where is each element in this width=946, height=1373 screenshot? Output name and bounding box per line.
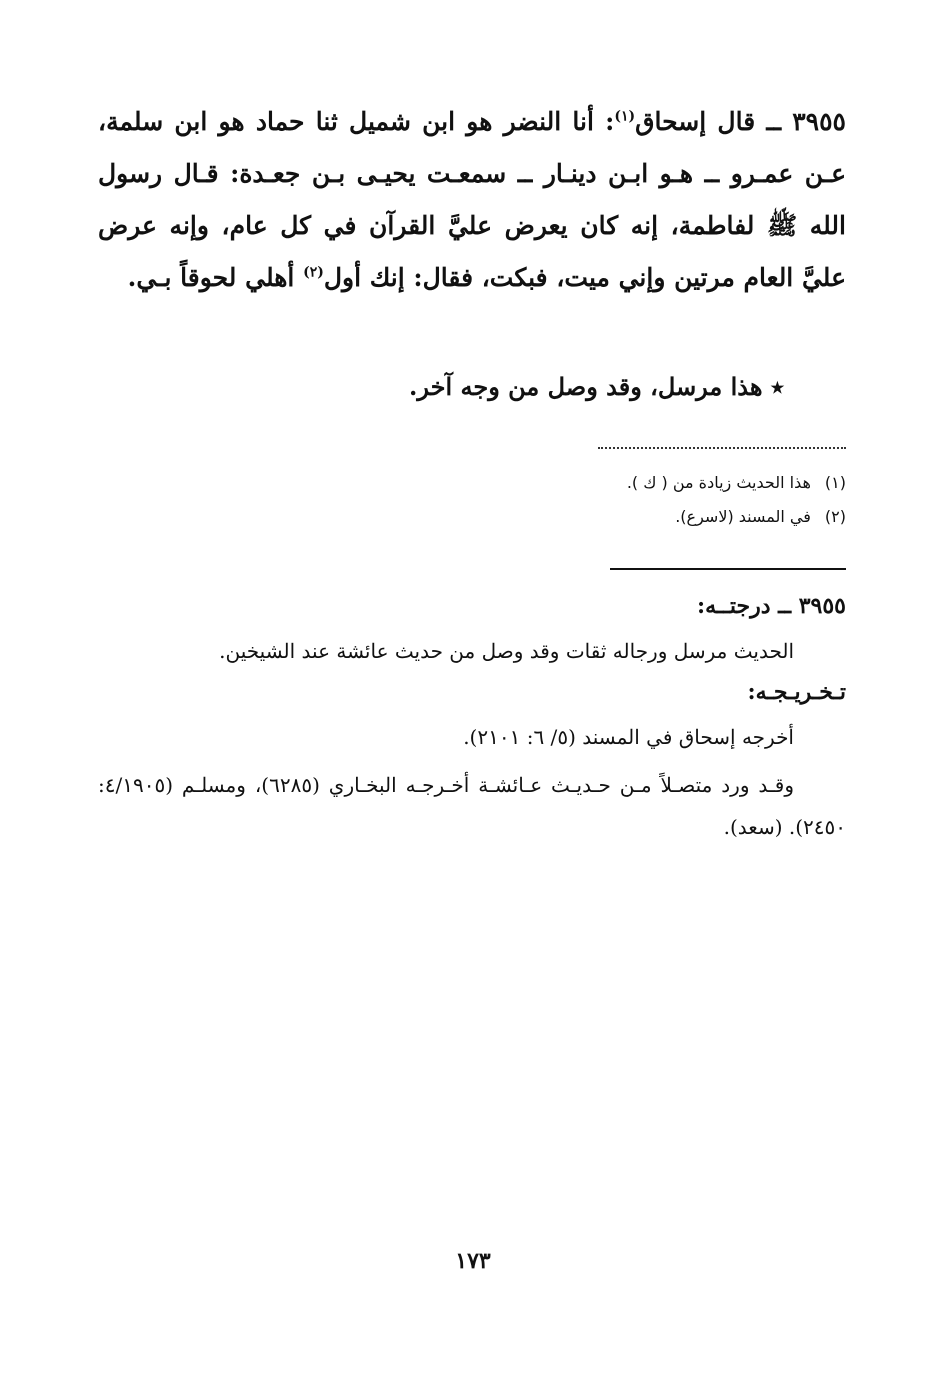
hadith-paragraph [98,96,846,304]
footnote-number: (١) [824,473,846,492]
hadith-text-end: أهلي لحوقاً بـي. [127,263,304,292]
hadith-text-middle: : أنا النضر هو ابن شميل ثنا حماد هو ابن سلمة، عـن عمـرو ــ هـو ابـن دينـار ــ سمعـت يحيـى بـن جعـدة: قـال رسول الله ﷺ لفاطمة، إنه كان يعرض عليَّ القرآن في كل عام، وإنه عرض عليَّ العام مرتين وإني ميت، فبكت، فقال: إنك أول [98,107,846,292]
footnote-marker-1: (١) [614,108,636,125]
footnotes-list [627,466,846,534]
hadith-number: ٣٩٥٥ [792,107,846,136]
footnote-text: في المسند (لاسرع). [675,507,811,526]
page-number: ١٧٣ [455,1248,491,1274]
takhrij-line-2: وقـد ورد متصـلاً مـن حـديـث عـائشـة أخـرجـه البخـاري (٦٢٨٥)، ومسلـم (٤/١٩٠٥: ٢٤٥٠). (سعد). [98,773,846,839]
hadith-text-start: قال إسحاق [635,107,756,136]
takhrij-line-1: أخرجه إسحاق في المسند (٥/ ٦: ٢١٠١). [463,725,794,749]
footnote-text: هذا الحديث زيادة من ( ك ). [626,473,811,492]
takhrij-heading: تـخـريـجـه: [747,679,846,705]
editor-note: ٭ هذا مرسل، وقد وصل من وجه آخر. [409,372,784,401]
footnote-item [627,500,846,534]
footnote-item [627,466,846,500]
grade-heading: ٣٩٥٥ ــ درجتــه: [697,593,846,619]
grade-text: الحديث مرسل ورجاله ثقات وقد وصل من حديث عائشة عند الشيخين. [219,639,794,663]
footnote-number: (٢) [824,507,846,526]
footnote-separator [598,447,846,449]
section-separator [610,568,846,570]
footnote-marker-2: (٢) [303,264,324,281]
hadith-dash: ــ [766,107,782,136]
